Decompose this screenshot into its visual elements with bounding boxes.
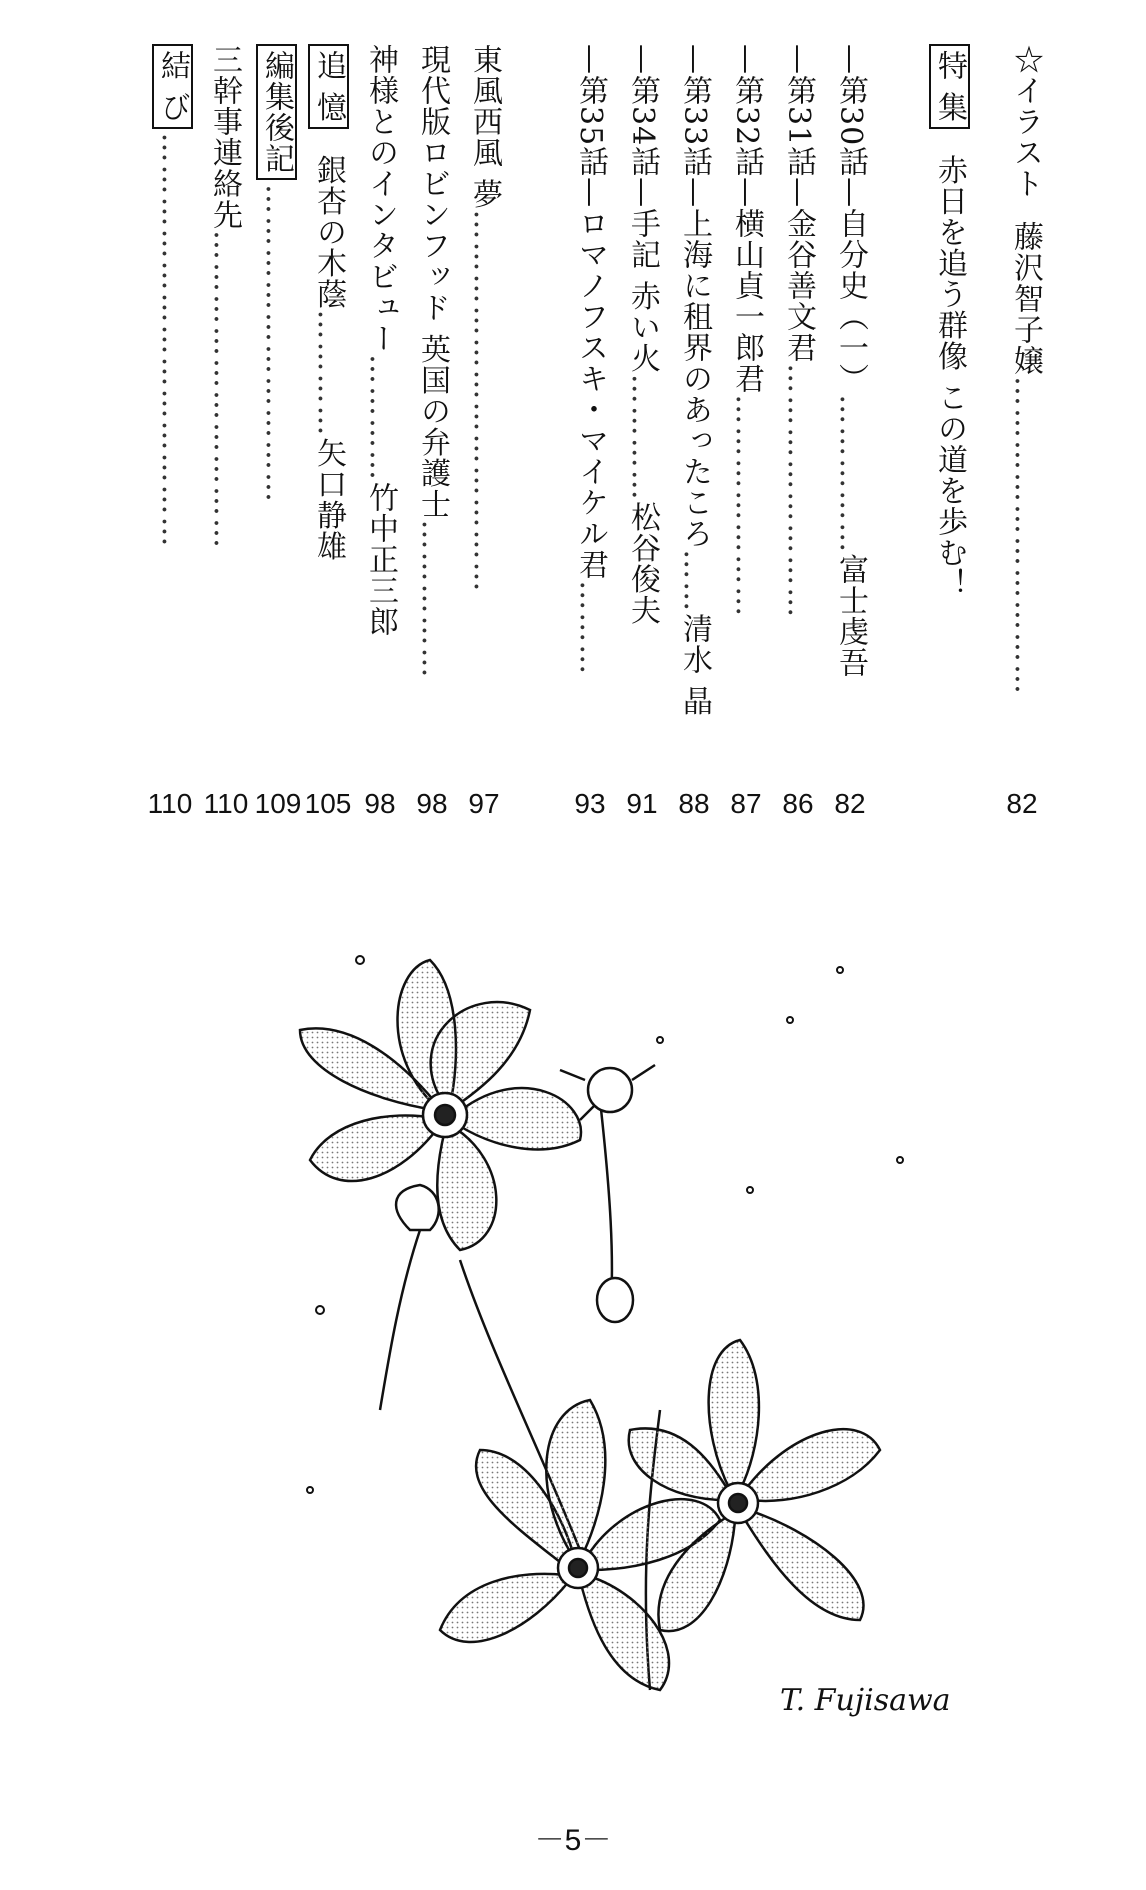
story-author: 富士虔吾	[833, 554, 868, 679]
toc-illust-page: 82	[1006, 788, 1038, 819]
other-title: 銀杏の木蔭	[311, 154, 346, 310]
page-number: －5－	[534, 1824, 612, 1857]
story-page: 86	[782, 788, 814, 819]
toc-story-35[interactable]: —第35話—ロマノフスキ・マイケル君………	[573, 44, 608, 677]
toc-other-editorial[interactable]: 編集後記…………………………	[261, 44, 291, 504]
toc-illust-label: ☆イラスト	[1008, 44, 1043, 199]
story-title: 手記 赤い火	[625, 208, 660, 374]
story-title: 上海に租界のあったころ	[677, 208, 712, 550]
story-number: —第34話—	[625, 44, 660, 209]
other-page: 98	[416, 788, 448, 819]
other-author: 竹中正三郎	[363, 482, 398, 637]
toc-other-memorial[interactable]: 追 憶銀杏の木蔭…………矢口静雄	[313, 44, 343, 562]
other-page: 109	[254, 788, 302, 819]
other-tag: 追 憶	[308, 44, 349, 129]
other-title: 現代版ロビンフッド 英国の弁護士	[415, 44, 450, 520]
toc-feature-title: 赤日を追う群像 この道を歩む！	[932, 154, 967, 600]
other-tag: 結 び	[152, 44, 193, 129]
toc-other-closing[interactable]: 結 び…………………………………	[157, 44, 187, 549]
other-title: 神様とのインタビュー	[363, 44, 398, 354]
toc-story-32[interactable]: —第32話—横山貞一郎君…………………	[729, 44, 764, 619]
toc-story-30[interactable]: —第30話—自分史（一）……………富士虔吾	[833, 44, 868, 679]
story-page: 82	[834, 788, 866, 819]
story-title: 金谷善文君	[781, 208, 816, 364]
other-tag: 編集後記	[256, 44, 297, 180]
other-title: 東風西風 夢	[467, 44, 502, 210]
toc-feature-tag: 特 集	[929, 44, 970, 129]
toc-other-higashikaze[interactable]: 東風西風 夢………………………………	[467, 44, 502, 594]
other-page: 97	[468, 788, 500, 819]
story-number: —第32話—	[729, 44, 764, 209]
story-title: 横山貞一郎君	[729, 208, 764, 395]
story-author: 松谷俊夫	[625, 501, 660, 626]
toc-story-31[interactable]: —第31話—金谷善文君……………………	[781, 44, 816, 620]
toc-story-34[interactable]: —第34話—手記 赤い火…………松谷俊夫	[625, 44, 660, 626]
cosmos-illustration	[280, 930, 1000, 1750]
story-number: —第31話—	[781, 44, 816, 209]
toc-other-robinhood[interactable]: 現代版ロビンフッド 英国の弁護士……………	[415, 44, 450, 680]
other-page: 98	[364, 788, 396, 819]
toc-illust-person: 藤沢智子嬢	[1008, 221, 1043, 376]
other-page: 110	[203, 788, 249, 819]
story-page: 93	[574, 788, 606, 819]
toc-feature-entry[interactable]	[932, 44, 967, 600]
story-number: —第35話—	[573, 44, 608, 209]
illustration-signature: T. Fujisawa	[780, 1683, 951, 1718]
toc-other-interview[interactable]: 神様とのインタビュー…………竹中正三郎	[363, 44, 398, 637]
other-title: 三幹事連絡先	[207, 44, 242, 230]
flower-upper	[300, 960, 581, 1250]
story-page: 91	[626, 788, 658, 819]
story-number: —第33話—	[677, 44, 712, 209]
story-title: 自分史（一）	[833, 208, 868, 395]
flower-lower-right	[629, 1340, 880, 1631]
story-title: ロマノフスキ・マイケル君	[573, 208, 608, 581]
toc-story-33[interactable]: —第33話—上海に租界のあったころ……清水 晶	[677, 44, 712, 717]
story-page: 87	[730, 788, 762, 819]
other-page: 105	[304, 788, 352, 819]
toc-illust-entry[interactable]: ☆イラスト藤沢智子嬢…………………………	[1008, 44, 1043, 696]
other-page: 110	[147, 788, 193, 819]
other-author: 矢口静雄	[311, 437, 346, 562]
story-number: —第30話—	[833, 44, 868, 209]
toc-other-contacts[interactable]: 三幹事連絡先…………………………	[207, 44, 242, 550]
story-author: 清水 晶	[677, 613, 712, 717]
story-page: 88	[678, 788, 710, 819]
